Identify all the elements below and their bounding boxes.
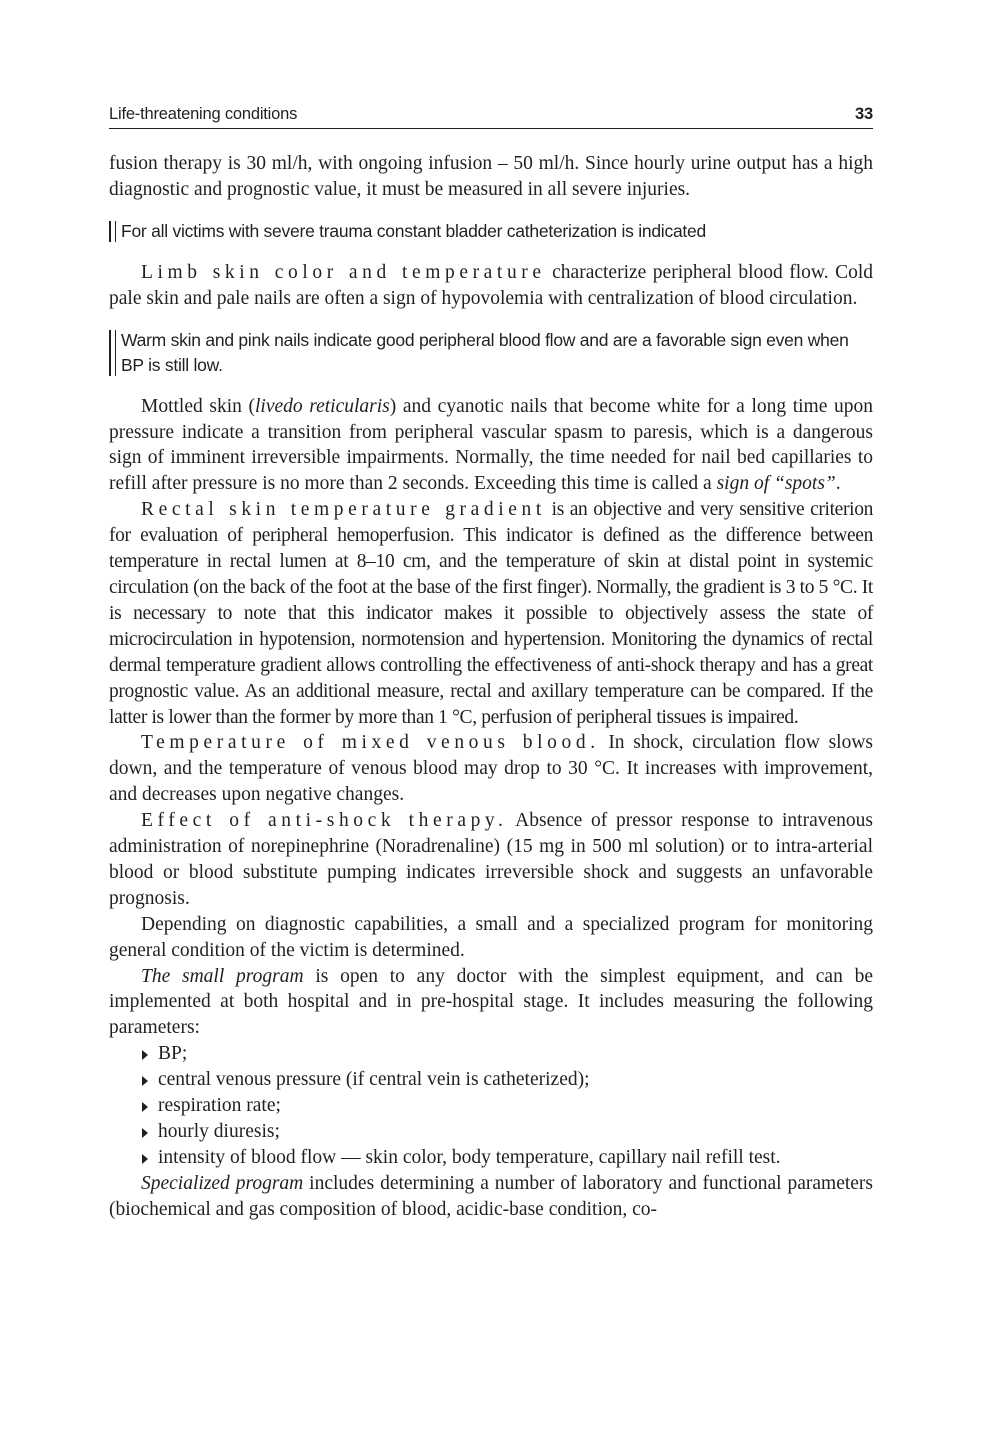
paragraph-small-program: The small program is open to any doctor with the simplest equipment, and can be implemented at both hospital and in pre-hospital stage. It includes measuring the following parameters: [109, 965, 873, 1039]
list-item: central venous pressure (if central vein is catheterized); [141, 1067, 873, 1093]
paragraph-programs: Depending on diagnostic capabilities, a small and a specialized program for monitoring general condition of the victim is determined. [109, 913, 873, 961]
triangle-bullet-icon [142, 1128, 148, 1138]
italic-term: The small program [141, 965, 304, 987]
highlight-note-warm-skin [109, 328, 873, 378]
triangle-bullet-icon [142, 1102, 148, 1112]
spaced-heading: Rectal skin temperature gradient [141, 499, 546, 521]
list-item: intensity of blood flow — skin color, body temperature, capillary nail refill test. [141, 1145, 873, 1171]
note-text: Warm skin and pink nails indicate good peripheral blood flow and are a favorable sign even when BP is still low. [121, 329, 849, 375]
italic-term: sign of “spots” [716, 473, 836, 495]
paragraph-mottled-skin: Mottled skin (livedo reticularis) and cyanotic nails that become white for a long time upon pressure indicate a transition from peripheral vascular spasm to paresis, which is a dangerous sign of imminent irreversible impairments. Normally, the time needed for nail bed capillaries to refill after pressure is no more than 2 seconds. Exceeding this time is called a sign of “spots”. [109, 395, 874, 495]
triangle-bullet-icon [142, 1154, 148, 1164]
triangle-bullet-icon [142, 1050, 148, 1060]
spaced-heading: Effect of anti-shock therapy. [141, 810, 508, 832]
italic-term: Specialized program [141, 1172, 304, 1194]
paragraph-rectal-gradient: Rectal skin temperature gradient is an objective and very sensitive criterion for evaluation of peripheral hemoperfusion. This indicator is defined as the difference between temperature in rectal lumen at 8–10 cm, and the temperature of skin at distal point in systemic circulation (on the back of the foot at the base of the first finger). Normally, the gradient is 3 to 5 °C. It is necessary to note that this indicator makes it possible to objectively assess the state of microcirculation in hypotension, normotension and hypertension. Monitoring the dynamics of rectal dermal temperature gradient allows controlling the effectiveness of anti-shock therapy and has a great prognostic value. As an additional measure, rectal and axillary temperature can be compared. If the latter is lower than the former by more than 1 °C, perfusion of peripheral tissues is impaired. [109, 499, 873, 728]
paragraph-limb-skin: Limb skin color and temperature characterize peripheral blood flow. Cold pale skin and pale nails are often a sign of hypovolemia with centralization of blood circulation. [109, 261, 874, 309]
spaced-heading: Limb skin color and temperature [141, 261, 546, 283]
spaced-heading: Temperature of mixed venous blood. [141, 732, 600, 754]
list-item: BP; [141, 1041, 873, 1067]
highlight-note-catheterization [109, 219, 873, 244]
note-text: For all victims with severe trauma constant bladder catheterization is indicated [121, 220, 706, 241]
page-number: 33 [855, 105, 873, 123]
triangle-bullet-icon [142, 1076, 148, 1086]
note-bar [109, 330, 116, 376]
running-head-title: Life-threatening conditions [109, 105, 298, 123]
list-item: respiration rate; [141, 1093, 873, 1119]
paragraph-anti-shock-effect: Effect of anti-shock therapy. Absence of pressor response to intravenous administration of norepinephrine (Noradrenaline) (15 mg in 500 ml solution) or to intra-arterial blood or blood substitute pumping indicates irreversible shock and suggests an unfavorable prognosis. [109, 810, 873, 909]
parameter-list [109, 1041, 873, 1171]
list-item: hourly diuresis; [141, 1119, 873, 1145]
page [109, 105, 873, 1223]
paragraph-continuation: fusion therapy is 30 ml/h, with ongoing infusion – 50 ml/h. Since hourly urine output has a high diagnostic and prognostic value, it must be measured in all severe injuries. [109, 153, 873, 200]
paragraph-venous-temperature: Temperature of mixed venous blood. In shock, circulation flow slows down, and the temperature of venous blood may drop to 30 °C. It increases with improvement, and decreases upon negative changes. [109, 732, 873, 806]
running-head [109, 105, 873, 129]
body-text [109, 151, 873, 1223]
note-bar [109, 221, 116, 242]
italic-term: livedo reticularis [254, 395, 390, 417]
paragraph-specialized-program: Specialized program includes determining a number of laboratory and functional parameters (biochemical and gas composition of blood, acidic-base condition, co- [109, 1172, 874, 1220]
